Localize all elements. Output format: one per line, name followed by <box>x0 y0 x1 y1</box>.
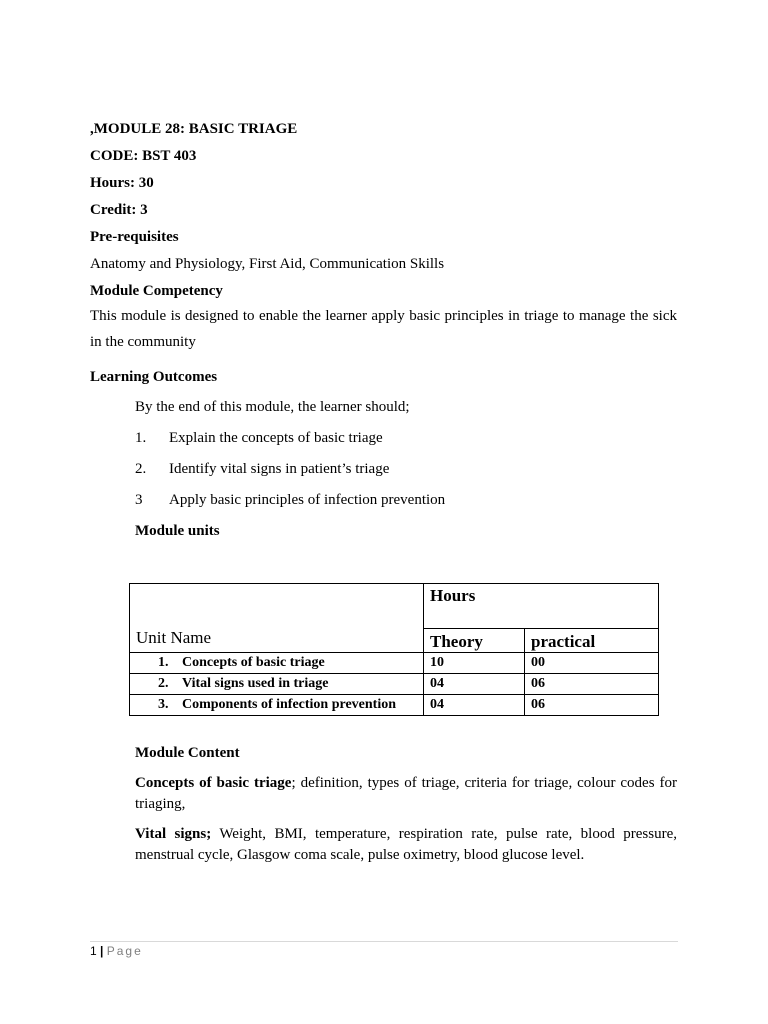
footer-divider <box>90 941 678 942</box>
outcome-number: 1. <box>135 430 147 446</box>
outcome-text: Explain the concepts of basic triage <box>169 430 383 446</box>
outcome-number: 3 <box>135 492 143 508</box>
table-row <box>130 653 659 674</box>
footer-separator: | <box>100 944 104 958</box>
unit-name: Vital signs used in triage <box>182 676 329 691</box>
outcome-text: Identify vital signs in patient’s triage <box>169 461 390 477</box>
competency-text: This module is designed to enable the learner apply basic principles in triage to manage the sick in the community <box>90 308 677 350</box>
practical-header: practical <box>525 628 659 652</box>
theory-cell: 04 <box>424 674 525 695</box>
table-row <box>130 674 659 695</box>
theory-cell: 10 <box>424 653 525 674</box>
content-item-label: Concepts of basic triage <box>135 775 292 791</box>
unit-name-cell <box>130 695 424 716</box>
competency-heading: Module Competency <box>90 283 223 299</box>
content-item-text: Weight, BMI, temperature, respiration rate, pulse rate, blood pressure, menstrual cycle, Glasgow coma scale, pulse oximetry, blood glucose level. <box>135 826 677 863</box>
module-code: CODE: BST 403 <box>90 148 197 164</box>
theory-cell: 04 <box>424 695 525 716</box>
unit-name-cell <box>130 653 424 674</box>
unit-name: Concepts of basic triage <box>182 655 325 670</box>
table-row <box>130 695 659 716</box>
prerequisites-text: Anatomy and Physiology, First Aid, Communication Skills <box>90 256 445 272</box>
outcome-text: Apply basic principles of infection prevention <box>169 492 446 508</box>
content-item-label: Vital signs; <box>135 826 212 842</box>
theory-header: Theory <box>424 628 525 652</box>
hours-header: Hours <box>424 584 659 629</box>
outcomes-intro: By the end of this module, the learner should; <box>135 399 410 415</box>
unit-name: Components of infection prevention <box>182 697 397 712</box>
page-number: 1 <box>90 944 97 958</box>
units-heading: Module units <box>135 523 220 539</box>
page-footer <box>90 943 143 959</box>
unit-name-cell <box>130 674 424 695</box>
outcomes-heading: Learning Outcomes <box>90 369 218 385</box>
unit-number: 2. <box>158 676 169 691</box>
practical-cell: 06 <box>525 674 659 695</box>
module-title: ,MODULE 28: BASIC TRIAGE <box>90 121 298 137</box>
unit-name-header: Unit Name <box>130 584 424 653</box>
page-label: Page <box>106 944 143 958</box>
content-item-vital-signs <box>135 824 677 866</box>
unit-number: 3. <box>158 697 169 712</box>
unit-number: 1. <box>158 655 169 670</box>
content-item-triage <box>135 773 677 815</box>
outcome-number: 2. <box>135 461 147 477</box>
module-units-table <box>129 583 659 716</box>
practical-cell: 00 <box>525 653 659 674</box>
module-credit: Credit: 3 <box>90 202 148 218</box>
content-item-text: ; definition, types of triage, criteria for triage, colour codes for triaging, <box>135 775 677 812</box>
module-hours: Hours: 30 <box>90 175 154 191</box>
prerequisites-heading: Pre-requisites <box>90 229 179 245</box>
practical-cell: 06 <box>525 695 659 716</box>
content-heading: Module Content <box>135 745 240 761</box>
